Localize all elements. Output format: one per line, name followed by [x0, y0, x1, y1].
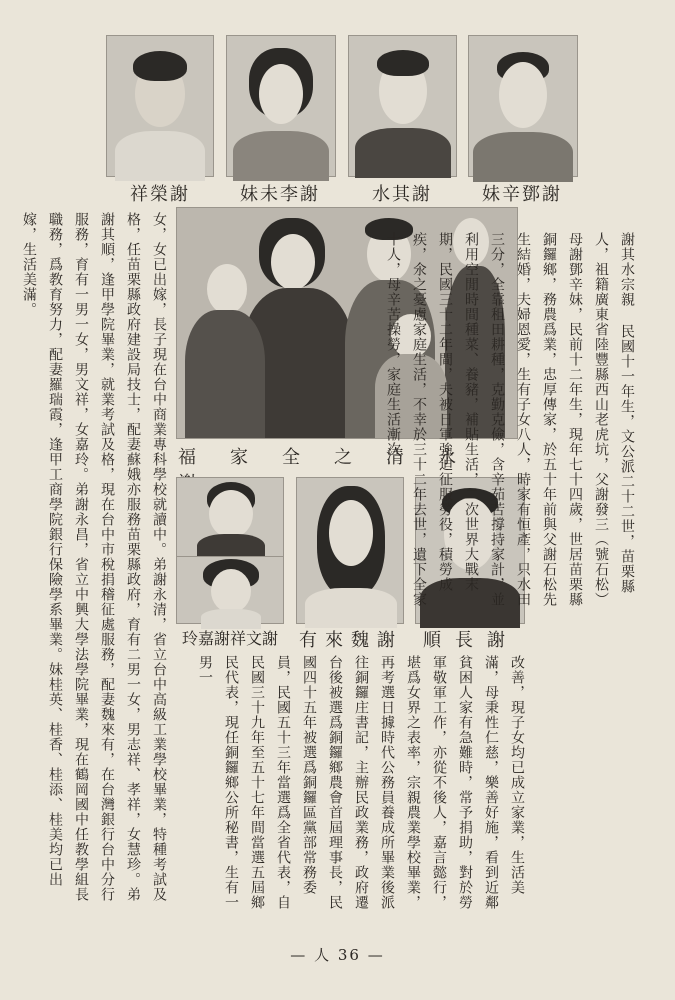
page-number: — 人 36 — [290, 946, 385, 964]
portrait-photo-3 [348, 35, 457, 177]
child-photo-1 [176, 477, 284, 557]
body-text-right-bottom: 改善，現子女均已成立家業，生活美滿，母秉性仁慈，樂善好施，看到近鄰貧困人家有急難時，常予捐助，對於勞軍敬軍工作，亦從不後人，嘉言懿行，堪爲女界之表率，宗親農業學校畢業，再考選日據時代公務員養成所畢業後派往銅鑼庄書記，主辦民政業務，政府遷台後被選爲銅鑼鄉農會首屆理事長，民國四十五年被選爲銅鑼區黨部常務委員，民國五十三年當選爲全省代表，自民國三十九年至五十七年間當選五屆鄉民代表，現任銅鑼鄉公所秘書，生有一男一 [197, 655, 525, 910]
portrait-photo-4 [468, 35, 578, 177]
child-photo-2 [176, 556, 284, 624]
caption-children: 玲嘉謝祥文謝 [181, 629, 278, 648]
portrait-wife [296, 477, 404, 624]
caption-portrait-1: 祥榮謝 [130, 184, 190, 205]
portrait-photo-1 [106, 35, 214, 177]
body-text-right-top: 謝其水宗親 民國十一年生，文公派二十二世，苗栗縣人，祖籍廣東省陸豐縣西山老虎坑，父謝發三（號石松）母謝鄧辛妹，民前十二年生，現年七十四歲，世居苗栗縣銅鑼鄉，務農爲業，忠厚傳家，於五十年前與父謝石松先生結婚，夫婦恩愛，生有子女八人，時家有恒產，只水田三分，全靠租田耕種，克勤克儉，含辛茹苦撐持家計，並利用空閒時間種菜、養豬，補貼生活，二次世界大戰末期，民國三十二年間，夫被日軍強迫征服勞役，積勞成疾，氽之憂慮家庭生活，不幸於三十二年去世，遺下全家十人，母辛苦操勞，家庭生活漸次 [385, 232, 635, 607]
portrait-photo-2 [226, 35, 336, 177]
body-text-left: 女，女已出嫁，長子現在台中商業專科學校就讀中。弟謝永清，省立台中高級工業學校畢業，特種考試及格，任苗栗縣政府建設局技士，配妻蘇娥亦服務苗栗縣政府，育有二男一女，男志祥、孝祥，女慧珍。弟謝其順，逢甲學院畢業，就業考試及格，現在台中市稅捐稽征處服務，配妻魏來有，在台灣銀行台中分行服務，育有一男一女，男文祥，女嘉玲。弟謝永昌，省立中興大學法學院畢業，現在鶴岡國中任教學組長職務，爲教育努力，配妻羅瑞霞，逢甲工商學院銀行保險學系畢業。妹桂英、桂香、桂添、桂美均已出嫁，生活美滿。 [21, 212, 167, 902]
caption-portrait-3: 水其謝 [372, 184, 432, 205]
caption-portrait-2: 妹未李謝 [240, 184, 320, 205]
caption-family: 福家全之清永 [178, 447, 490, 468]
caption-portrait-4: 妹辛鄧謝 [482, 184, 562, 205]
caption-man: 順長謝 [423, 630, 519, 651]
caption-wife: 有來魏謝 [299, 630, 403, 651]
